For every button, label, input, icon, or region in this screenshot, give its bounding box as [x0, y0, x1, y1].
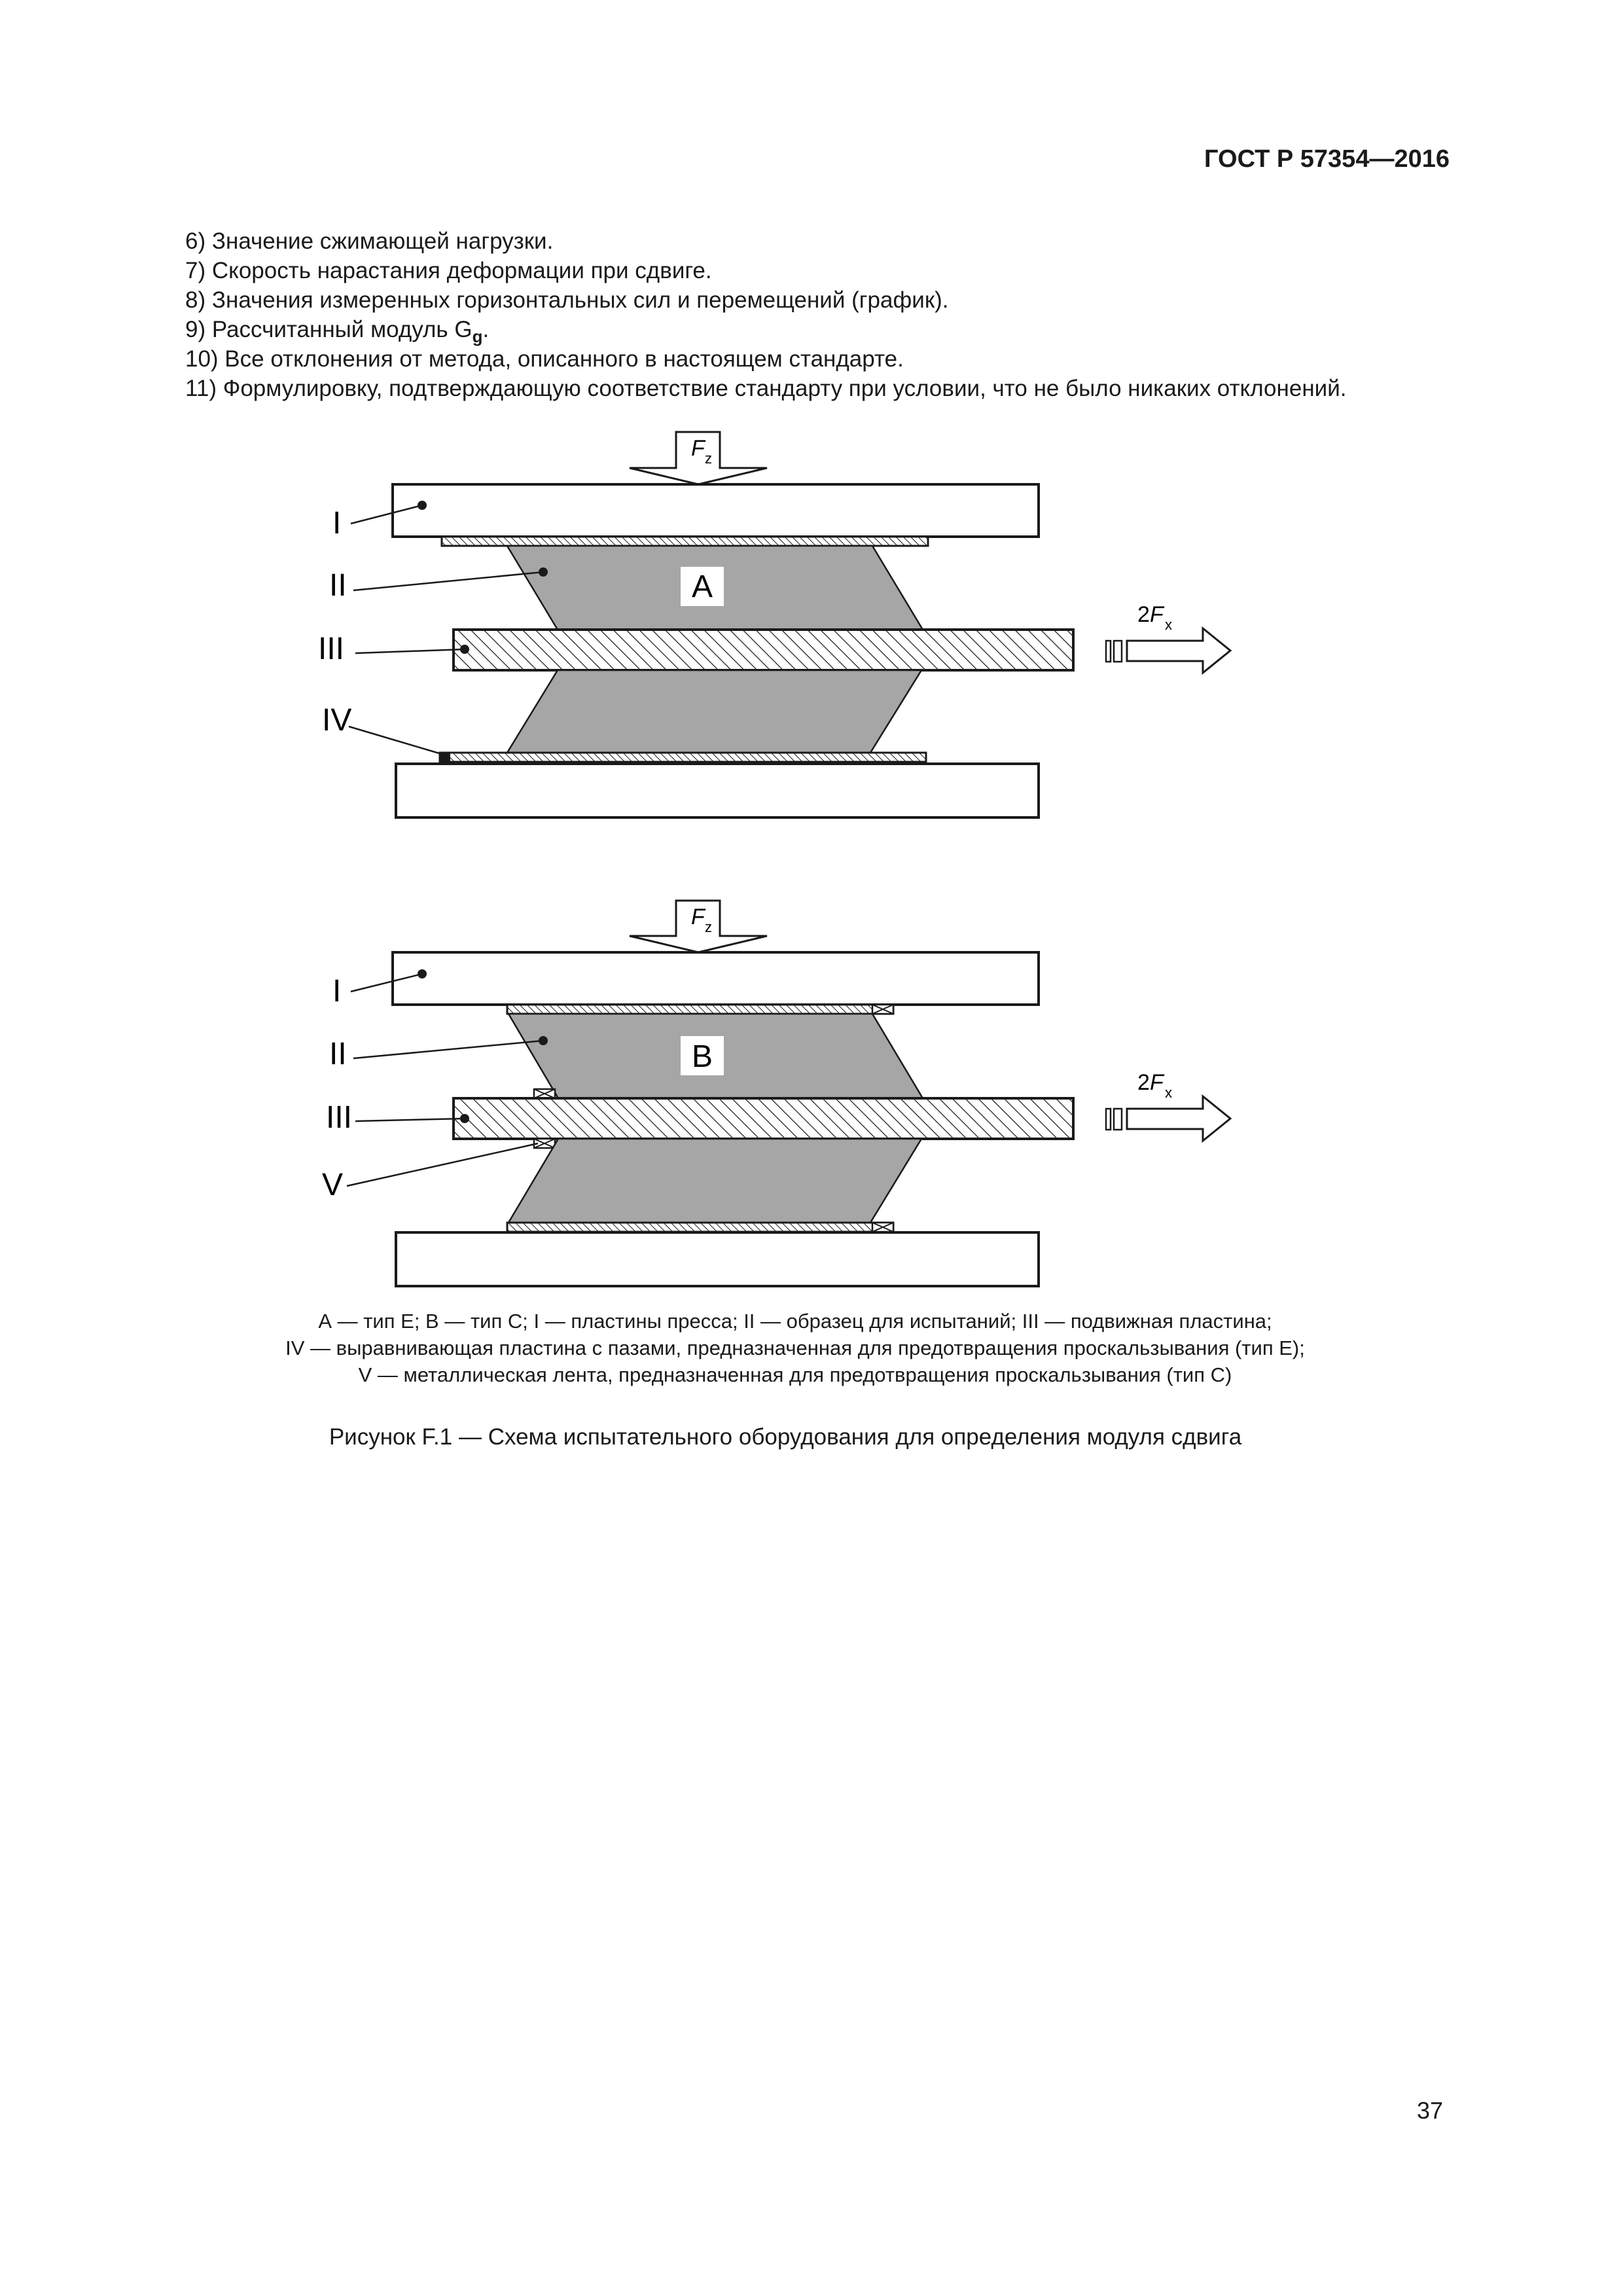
leader-line: [347, 1143, 538, 1186]
list-item: [185, 374, 1461, 403]
moving-plate: [454, 630, 1073, 670]
list-item-text: 10) Все отклонения от метода, описанного в настоящем стандарте.: [185, 346, 904, 372]
upper-thin-plate: [442, 537, 928, 546]
specimen-lower: [508, 1139, 921, 1223]
force-arrow-right-icon: [1127, 1096, 1230, 1141]
leader-line: [353, 572, 543, 590]
list-item-text: 7) Скорость нарастания деформации при сдвиге.: [185, 258, 712, 283]
page-number: 37: [1416, 2097, 1443, 2124]
metal-strip: [507, 1005, 893, 1014]
list-item-suffix: .: [482, 317, 490, 342]
list-item: [185, 344, 1461, 374]
leader-line: [355, 1119, 465, 1121]
label-i: I: [332, 506, 342, 541]
force-z-symbol: F: [691, 436, 705, 461]
force-x-prefix: 2: [1137, 602, 1150, 627]
leader-dot: [418, 501, 427, 510]
label-iii: III: [318, 632, 345, 666]
leader-dot: [539, 1036, 548, 1045]
metal-strip: [507, 1223, 893, 1232]
figure-caption: Рисунок F.1 — Схема испытательного оборудования для определения модуля сдвига: [329, 1424, 1242, 1450]
leader-line: [355, 649, 465, 653]
figure-f1: [0, 419, 1623, 1296]
figure-legend: [0, 1308, 1590, 1388]
requirements-list: [185, 226, 1461, 403]
press-plate-upper: [393, 952, 1039, 1005]
leader-dot: [539, 567, 548, 577]
press-plate-lower: [396, 764, 1039, 817]
leader-line: [349, 726, 444, 755]
force-x-symbol: F: [1150, 602, 1164, 627]
force-z-symbol: F: [691, 905, 705, 929]
list-item: [185, 315, 1461, 344]
legend-line: V — металлическая лента, предназначенная для предотвращения проскальзывания (тип С): [358, 1363, 1232, 1386]
arrow-tail-bar: [1114, 641, 1122, 662]
legend-line: IV — выравнивающая пластина с пазами, предназначенная для предотвращения проскальзывания (тип E);: [285, 1336, 1305, 1359]
type-label-a: A: [691, 569, 713, 604]
leader-dot: [460, 1114, 469, 1123]
leader-dot: [418, 969, 427, 978]
list-item-text: 9) Рассчитанный модуль G: [185, 317, 473, 342]
type-label-b: B: [691, 1039, 713, 1074]
force-z-subscript: z: [705, 450, 712, 467]
document-header: ГОСТ Р 57354—2016: [1204, 145, 1450, 173]
label-ii: II: [329, 568, 347, 603]
list-item-subscript: g: [472, 327, 483, 346]
arrow-tail-bar: [1106, 641, 1111, 662]
leveling-plate: [440, 753, 926, 762]
list-item-text: 6) Значение сжимающей нагрузки.: [185, 228, 554, 254]
label-v: V: [322, 1168, 344, 1202]
legend-line: А — тип Е; В — тип С; I — пластины пресса; II — образец для испытаний; III — подвижная пластина;: [318, 1310, 1272, 1333]
leader-line: [353, 1041, 543, 1058]
shear-test-schematic: [0, 419, 1623, 1296]
arrow-tail-bar: [1106, 1109, 1111, 1130]
force-x-prefix: 2: [1137, 1070, 1150, 1095]
leader-dot: [460, 645, 469, 654]
label-iii: III: [326, 1100, 353, 1135]
press-plate-upper: [393, 484, 1039, 537]
force-arrow-right-icon: [1127, 628, 1230, 673]
force-x-subscript: x: [1165, 1085, 1172, 1101]
label-iv: IV: [322, 703, 352, 738]
list-item-text: 11) Формулировку, подтверждающую соответствие стандарту при условии, что не было никаких отклонений.: [185, 376, 1347, 401]
list-item-text: 8) Значения измеренных горизонтальных сил и перемещений (график).: [185, 287, 949, 313]
label-ii: II: [329, 1037, 347, 1071]
force-x-symbol: F: [1150, 1070, 1164, 1095]
list-item: [185, 285, 1461, 315]
specimen-lower: [507, 670, 921, 753]
list-item: [185, 226, 1461, 256]
diagram-type-b: [322, 901, 1230, 1286]
moving-plate: [454, 1098, 1073, 1139]
arrow-tail-bar: [1114, 1109, 1122, 1130]
diagram-type-a: [318, 432, 1230, 817]
list-item: [185, 256, 1461, 285]
press-plate-lower: [396, 1232, 1039, 1286]
label-i: I: [332, 974, 342, 1009]
force-z-subscript: z: [705, 919, 712, 935]
force-x-subscript: x: [1165, 617, 1172, 633]
